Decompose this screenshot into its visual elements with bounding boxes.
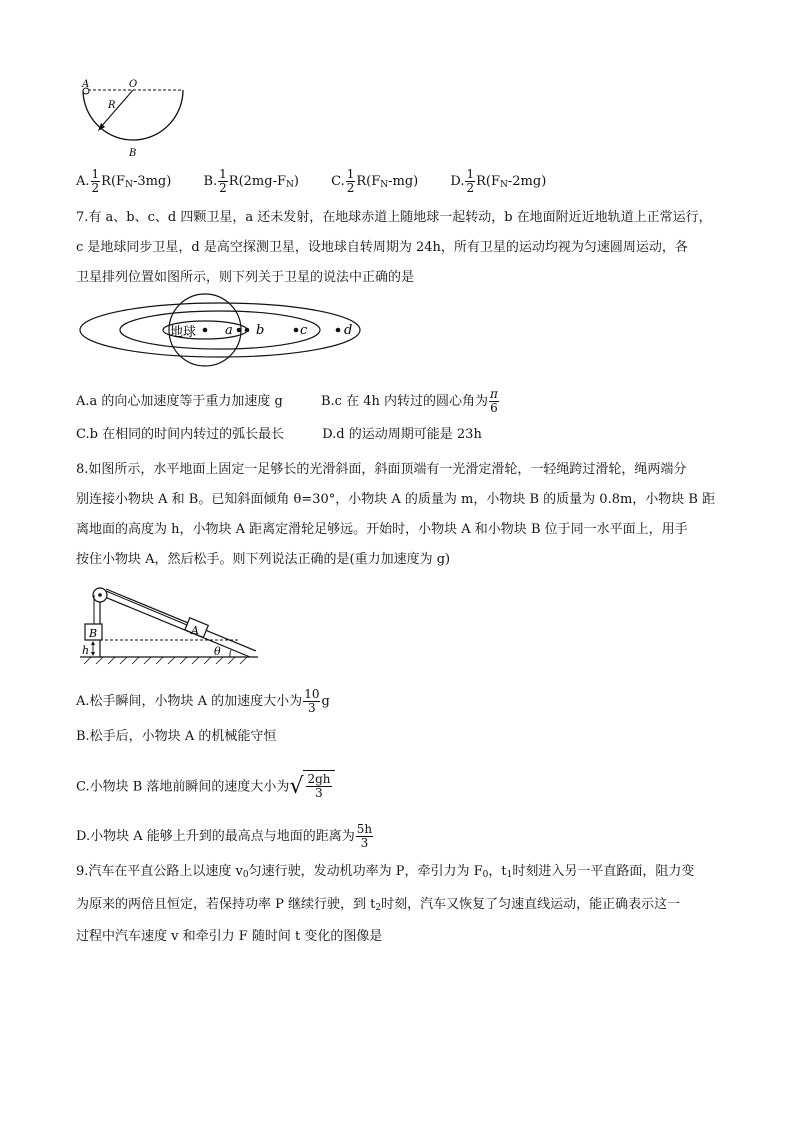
- label-angle-theta: θ: [214, 645, 221, 658]
- label-height-h: h: [82, 644, 90, 657]
- semicircle-track-figure: [76, 78, 188, 158]
- q6-option-d[interactable]: D. $\frac{1}{2}$ $R(F_N-2mg)$: [450, 167, 547, 195]
- q7-option-b[interactable]: B.c 在 4h 内转过的圆心角为 $\frac{\pi}{6}$: [321, 387, 498, 415]
- q8-stem-line-1: 8.如图所示，水平地面上固定一足够长的光滑斜面，斜面顶端有一光滑定滑轮，一轻绳跨过滑轮，绳两端分: [76, 462, 687, 477]
- label-point-b: B: [129, 148, 137, 159]
- label-block-b: B: [89, 627, 98, 640]
- q8-option-d[interactable]: D.小物块 A 能够上升到的最高点与地面的距离为 $\frac{5h}{3}$: [76, 822, 373, 850]
- q9-stem-line-1: 9.汽车在平直公路上以速度 $v_0$匀速行驶，发动机功率为 P，牵引力为 $F_0$，$t_1$时刻进入另一平直路面，阻力变: [76, 864, 695, 880]
- label-satellite-d: d: [344, 323, 353, 338]
- label-point-o: O: [129, 79, 138, 90]
- satellite-orbit-figure: [76, 300, 366, 372]
- label-satellite-c: c: [300, 323, 308, 338]
- q6-option-b[interactable]: B. $\frac{1}{2}$ $R(2mg-F_N)$: [203, 167, 299, 195]
- q7-options-row-1: [76, 388, 500, 415]
- q9-stem-line-2: 为原来的两倍且恒定，若保持功率 P 继续行驶，到 $t_2$时刻，汽车又恢复了匀速直线运动，能正确表示这一: [76, 897, 681, 913]
- incline-pulley-figure: [80, 585, 260, 667]
- q8-stem-line-4: 按住小物块 A，然后松手。则下列说法正确的是(重力加速度为 g): [76, 552, 451, 567]
- label-earth: 地球: [170, 325, 197, 340]
- q8-stem-line-3: 离地面的高度为 h，小物块 A 距离定滑轮足够远。开始时，小物块 A 和小物块 B 位于同一水平面上，用手: [76, 522, 688, 537]
- q7-options-row-2: [76, 425, 482, 445]
- q8-stem-line-2: 别连接小物块 A 和 B。已知斜面倾角 θ=30°，小物块 A 的质量为 m，小物块 B 的质量为 0.8m，小物块 B 距: [76, 492, 716, 507]
- q7-option-a[interactable]: A.a 的向心加速度等于重力加速度 g: [76, 394, 283, 409]
- q6-options: [76, 168, 574, 195]
- q6-option-c[interactable]: C. $\frac{1}{2}$ $R(F_N-mg)$: [331, 167, 419, 195]
- q7-stem-line-1: 7.有 a、b、c、d 四颗卫星，a 还未发射，在地球赤道上随地球一起转动，b 在地面附近近地轨道上正常运行，: [76, 210, 712, 225]
- label-point-a: A: [82, 79, 90, 90]
- q8-option-b[interactable]: B.松手后，小物块 A 的机械能守恒: [76, 729, 277, 744]
- q7-stem-line-3: 卫星排列位置如图所示，则下列关于卫星的说法中正确的是: [76, 270, 415, 285]
- label-satellite-a: a: [225, 323, 233, 338]
- q7-option-d[interactable]: D.d 的运动周期可能是 23h: [322, 427, 482, 442]
- q8-option-c[interactable]: C.小物块 B 落地前瞬间的速度大小为 √ $\frac{2gh}{3}$: [76, 770, 335, 804]
- q8-option-a[interactable]: A.松手瞬间，小物块 A 的加速度大小为 $\frac{10}{3}$ g: [76, 687, 330, 715]
- label-block-a: A: [191, 624, 199, 637]
- q6-option-a[interactable]: A. $\frac{1}{2}$ $R(F_N-3mg)$: [76, 167, 172, 195]
- label-satellite-b: b: [256, 323, 265, 338]
- q9-stem-line-3: 过程中汽车速度 v 和牵引力 F 随时间 t 变化的图像是: [76, 929, 383, 944]
- q7-stem-line-2: c 是地球同步卫星，d 是高空探测卫星，设地球自转周期为 24h，所有卫星的运动均视为匀速圆周运动，各: [76, 240, 688, 255]
- label-radius-r: R: [108, 100, 116, 111]
- q7-option-c[interactable]: C.b 在相同的时间内转过的弧长最长: [76, 427, 285, 442]
